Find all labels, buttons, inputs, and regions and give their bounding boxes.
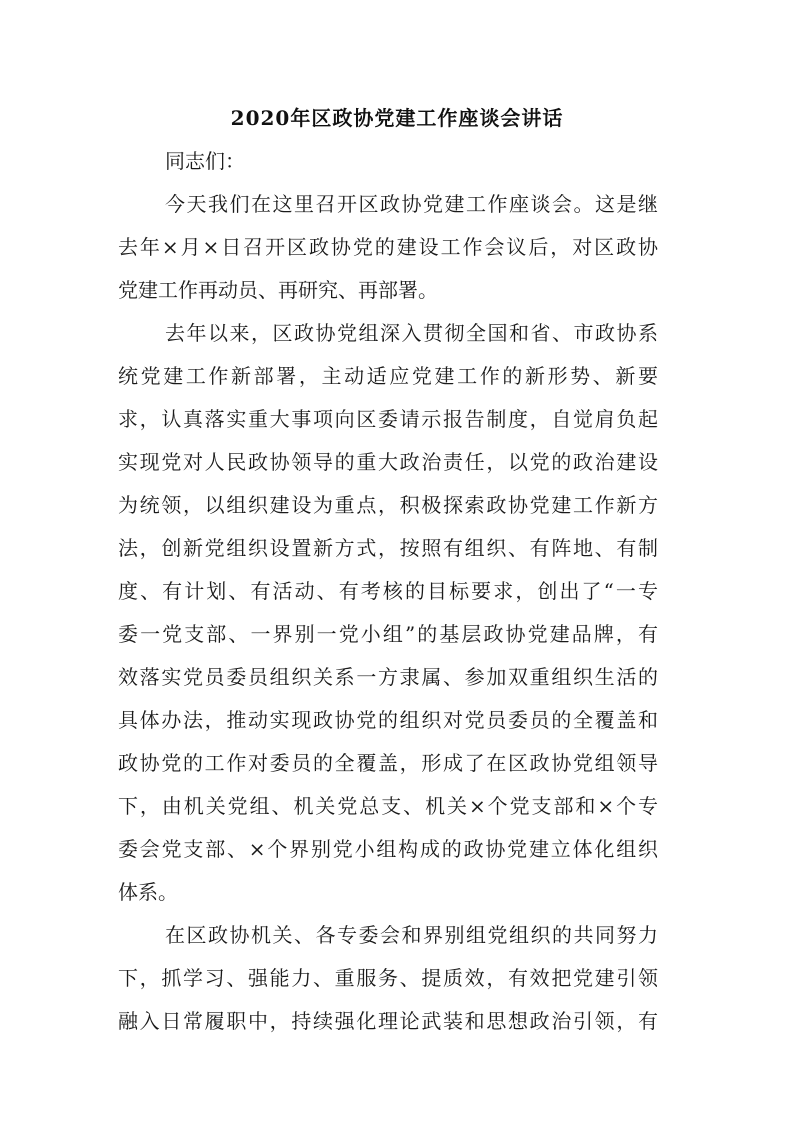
paragraph-2-line-1: 去年以来，区政协党组深入贯彻全国和省、市政协系 xyxy=(165,321,658,345)
paragraph-3-line-3: 融入日常履职中，持续强化理论武装和思想政治引领，有 xyxy=(118,1009,658,1033)
paragraph-1-line-3: 党建工作再动员、再研究、再部署。 xyxy=(118,278,438,302)
paragraph-2-line-3: 求，认真落实重大事项向区委请示报告制度，自觉肩负起 xyxy=(118,407,658,431)
paragraph-2-line-5: 为统领，以组织建设为重点，积极探索政协党建工作新方 xyxy=(118,493,658,517)
paragraph-2-line-14: 体系。 xyxy=(118,880,178,904)
salutation: 同志们： xyxy=(165,149,245,173)
paragraph-3-line-2: 下，抓学习、强能力、重服务、提质效，有效把党建引领 xyxy=(118,966,658,990)
paragraph-2-line-11: 政协党的工作对委员的全覆盖，形成了在区政协党组领导 xyxy=(118,751,658,775)
paragraph-2-line-10: 具体办法，推动实现政协党的组织对党员委员的全覆盖和 xyxy=(118,708,658,732)
document-title: 2020年区政协党建工作座谈会讲话 xyxy=(230,106,564,130)
paragraph-2-line-6: 法，创新党组织设置新方式，按照有组织、有阵地、有制 xyxy=(118,536,658,560)
paragraph-2-line-8: 委一党支部、一界别一党小组”的基层政协党建品牌，有 xyxy=(118,622,658,646)
paragraph-3-line-1: 在区政协机关、各专委会和界别组党组织的共同努力 xyxy=(165,923,658,947)
paragraph-2-line-7: 度、有计划、有活动、有考核的目标要求，创出了“一专 xyxy=(118,579,658,603)
paragraph-1-line-1: 今天我们在这里召开区政协党建工作座谈会。这是继 xyxy=(165,192,658,216)
paragraph-2-line-2: 统党建工作新部署，主动适应党建工作的新形势、新要 xyxy=(118,364,658,388)
paragraph-1-line-2: 去年×月×日召开区政协党的建设工作会议后，对区政协 xyxy=(118,235,658,259)
paragraph-2-line-12: 下，由机关党组、机关党总支、机关×个党支部和×个专 xyxy=(118,794,658,818)
paragraph-2-line-9: 效落实党员委员组织关系一方隶属、参加双重组织生活的 xyxy=(118,665,658,689)
paragraph-2-line-4: 实现党对人民政协领导的重大政治责任，以党的政治建设 xyxy=(118,450,658,474)
paragraph-2-line-13: 委会党支部、×个界别党小组构成的政协党建立体化组织 xyxy=(118,837,658,861)
